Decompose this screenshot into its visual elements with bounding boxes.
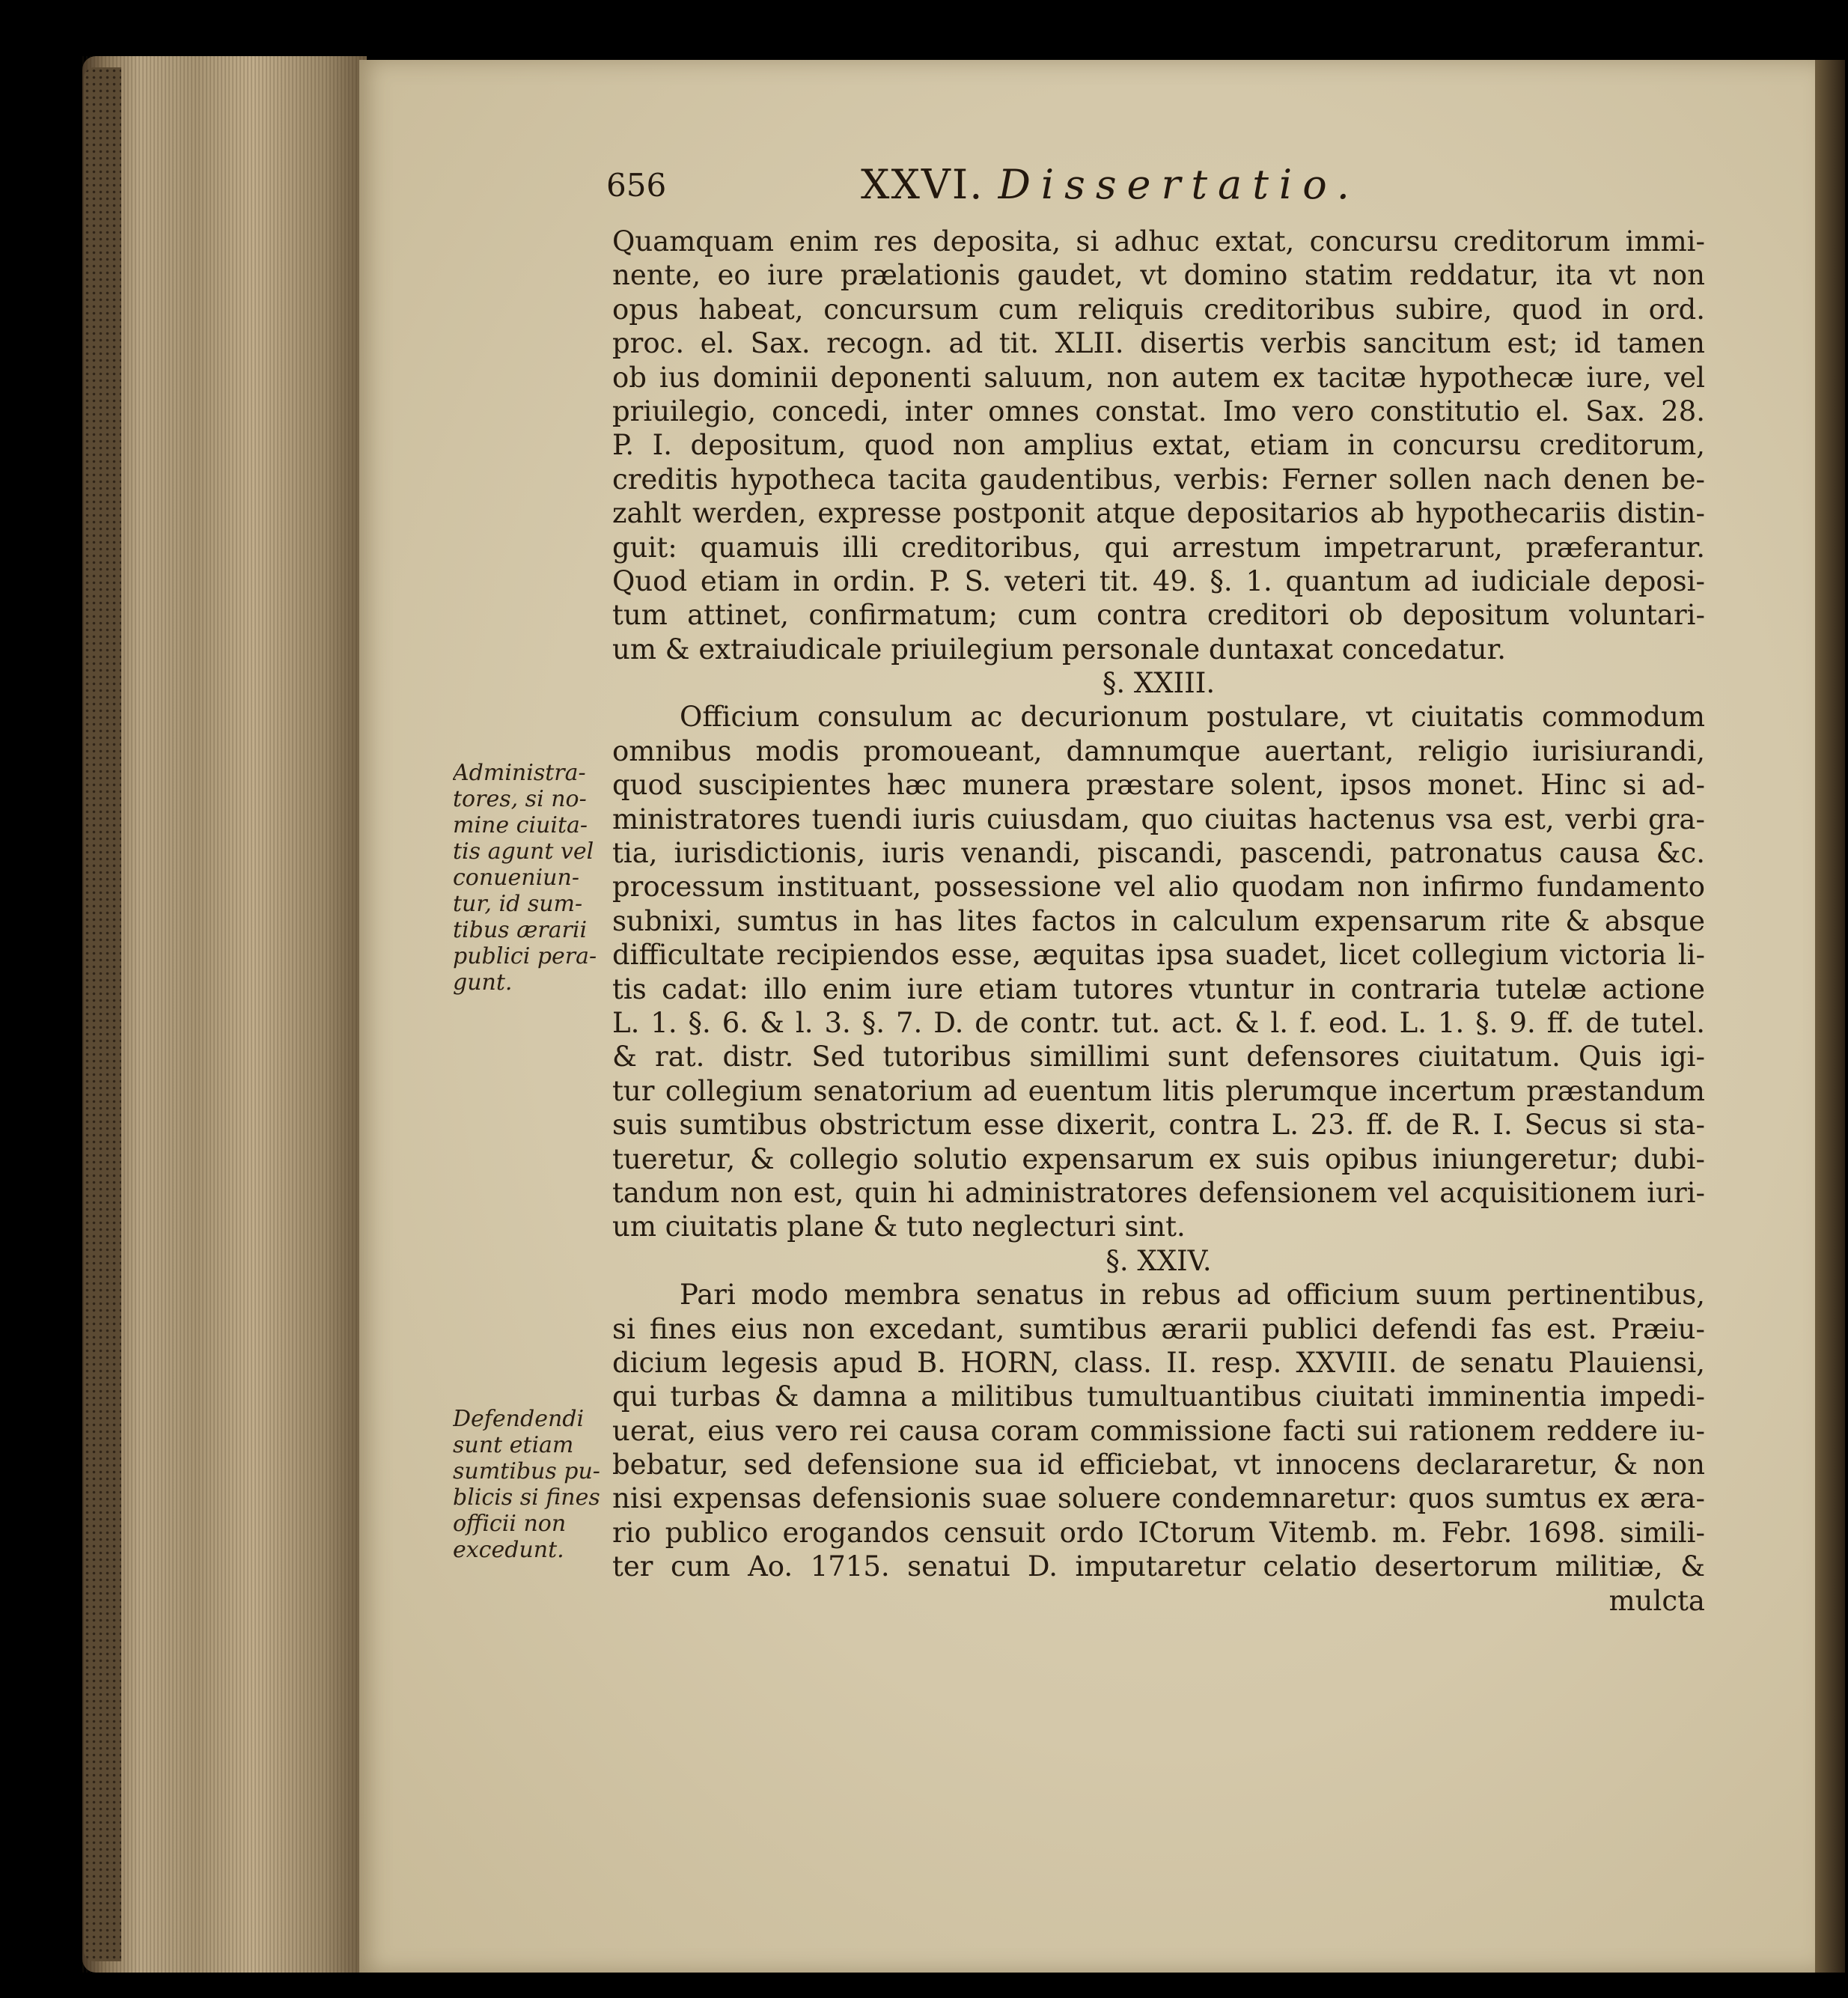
marginal-note-line: sumtibus pu-: [453, 1458, 600, 1484]
text-line: Quamquam enim res deposita, si adhuc extat, concursu creditorum immi-: [612, 225, 1705, 258]
text-line: si fines eius non excedant, sumtibus ærarii publici defendi fas est. Præiu-: [612, 1312, 1705, 1345]
marginal-note-line: publici pera-: [453, 943, 597, 969]
marginal-note-line: conueniun-: [453, 865, 579, 891]
text-line: tandum non est, quin hi administratores defensionem vel acquisitionem iuri-: [612, 1176, 1705, 1209]
text-line: P. I. depositum, quod non amplius extat, etiam in concursu creditorum,: [612, 429, 1705, 462]
text-line: zahlt werden, expresse postponit atque depositarios ab hypothecariis distin-: [612, 497, 1705, 530]
marginal-note-line: blicis si fines: [453, 1484, 600, 1511]
page-stack-edge: [82, 56, 367, 1973]
header-title-numeral: XXVI.: [861, 161, 984, 208]
text-line: Pari modo membra senatus in rebus ad officium suum pertinentibus,: [680, 1279, 1705, 1312]
marginal-note-line: tibus ærarii: [453, 917, 588, 943]
text-line: tis cadat: illo enim iure etiam tutores vtuntur in contraria tutelæ actione: [612, 972, 1705, 1005]
text-line: processum instituant, possessione vel alio quodam non infirmo fundamento: [612, 871, 1705, 904]
text-line: tum attinet, confirmatum; cum contra creditori ob depositum voluntari-: [612, 599, 1705, 632]
text-line: dicium legesis apud B. HORN, class. II. resp. XXVIII. de senatu Plauiensi,: [612, 1346, 1705, 1379]
text-line: opus habeat, concursum cum reliquis creditoribus subire, quod in ord.: [612, 293, 1705, 326]
marginal-note-line: gunt.: [453, 969, 513, 996]
body-text: [612, 225, 1705, 1618]
text-line: difficultate recipiendos esse, æquitas ipsa suadet, licet collegium victoria li-: [612, 939, 1705, 972]
text-line: tia, iurisdictionis, iuris venandi, piscandi, pascendi, patronatus causa &c.: [612, 837, 1705, 870]
marginal-note-line: Defendendi: [453, 1406, 585, 1432]
text-line: guit: quamuis illi creditoribus, qui arrestum impetrarunt, præferantur.: [612, 531, 1705, 564]
text-line: bebatur, sed defensione sua id efficiebat, vt innocens declararetur, & non: [612, 1449, 1705, 1481]
marginal-note-line: tores, si no-: [453, 786, 587, 812]
text-line: nisi expensas defensionis suae soluere condemnaretur: quos sumtus ex æra-: [612, 1482, 1705, 1515]
text-line: um & extraiudicale priuilegium personale duntaxat concedatur.: [612, 633, 1507, 666]
text-line: creditis hypotheca tacita gaudentibus, verbis: Ferner sollen nach denen be-: [612, 463, 1705, 496]
text-line: tur collegium senatorium ad euentum litis plerumque incertum præstandum: [612, 1074, 1705, 1107]
text-line: qui turbas & damna a militibus tumultuantibus ciuitati imminentia impedi-: [612, 1380, 1705, 1413]
text-line: ob ius dominii deponenti saluum, non autem ex tacitæ hypothecæ iure, vel: [612, 361, 1705, 394]
text-line: & rat. distr. Sed tutoribus simillimi sunt defensores ciuitatum. Quis igi-: [612, 1041, 1705, 1073]
text-line: ter cum Ao. 1715. senatui D. imputaretur celatio desertorum militiæ, &: [612, 1550, 1705, 1583]
text-line: subnixi, sumtus in has lites factos in calculum expensarum rite & absque: [612, 904, 1705, 937]
marginal-note-line: officii non: [453, 1511, 567, 1537]
section-heading: §. XXIII.: [1102, 667, 1216, 700]
text-line: Officium consulum ac decurionum postulare, vt ciuitatis commodum: [680, 701, 1705, 734]
marginal-note-line: mine ciuita-: [453, 812, 588, 838]
text-line: tueretur, & collegio solutio expensarum ex suis opibus iniungeretur; dubi-: [612, 1142, 1705, 1175]
text-line: ministratores tuendi iuris cuiusdam, quo ciuitas hactenus vsa est, verbi gra-: [612, 802, 1705, 835]
book-cover-edge: [84, 67, 121, 1961]
marginal-note-line: sunt etiam: [453, 1432, 574, 1458]
text-line: omnibus modis promoueant, damnumque auertant, religio iurisiurandi,: [612, 734, 1705, 767]
running-header: [606, 161, 1445, 213]
text-line: proc. el. Sax. recogn. ad tit. XLII. disertis verbis sancitum est; id tamen: [612, 327, 1705, 360]
page-number: 656: [606, 167, 667, 204]
gutter-shadow: [1815, 60, 1845, 1973]
section-heading: §. XXIV.: [1106, 1244, 1212, 1277]
text-line: mulcta: [1608, 1584, 1705, 1617]
text-line: nente, eo iure prælationis gaudet, vt domino statim reddatur, ita vt non: [612, 259, 1705, 292]
text-line: quod suscipientes hæc munera præstare solent, ipsos monet. Hinc si ad-: [612, 769, 1705, 802]
header-title-word: Dissertatio.: [998, 161, 1360, 208]
text-line: priuilegio, concedi, inter omnes constat. Imo vero constitutio el. Sax. 28.: [612, 395, 1705, 427]
text-line: rio publico erogandos censuit ordo ICtorum Vitemb. m. Febr. 1698. simili-: [612, 1516, 1705, 1549]
marginal-note-administratores: [453, 760, 625, 996]
text-line: Quod etiam in ordin. P. S. veteri tit. 49. §. 1. quantum ad iudiciale deposi-: [612, 564, 1705, 597]
marginal-note-line: tur, id sum-: [453, 891, 583, 917]
text-line: L. 1. §. 6. & l. 3. §. 7. D. de contr. tut. act. & l. f. eod. L. 1. §. 9. ff. de tutel.: [612, 1006, 1705, 1039]
header-title: [861, 161, 1360, 208]
marginal-note-line: excedunt.: [453, 1537, 564, 1563]
marginal-note-line: Administra-: [453, 760, 586, 786]
text-line: um ciuitatis plane & tuto neglecturi sint.: [612, 1210, 1186, 1243]
marginal-note-defendendi: [453, 1406, 625, 1563]
text-line: uerat, eius vero rei causa coram commissione facti sui rationem reddere iu-: [612, 1414, 1705, 1447]
text-line: suis sumtibus obstrictum esse dixerit, contra L. 23. ff. de R. I. Secus si sta-: [612, 1109, 1705, 1142]
marginal-note-line: tis agunt vel: [453, 838, 594, 865]
